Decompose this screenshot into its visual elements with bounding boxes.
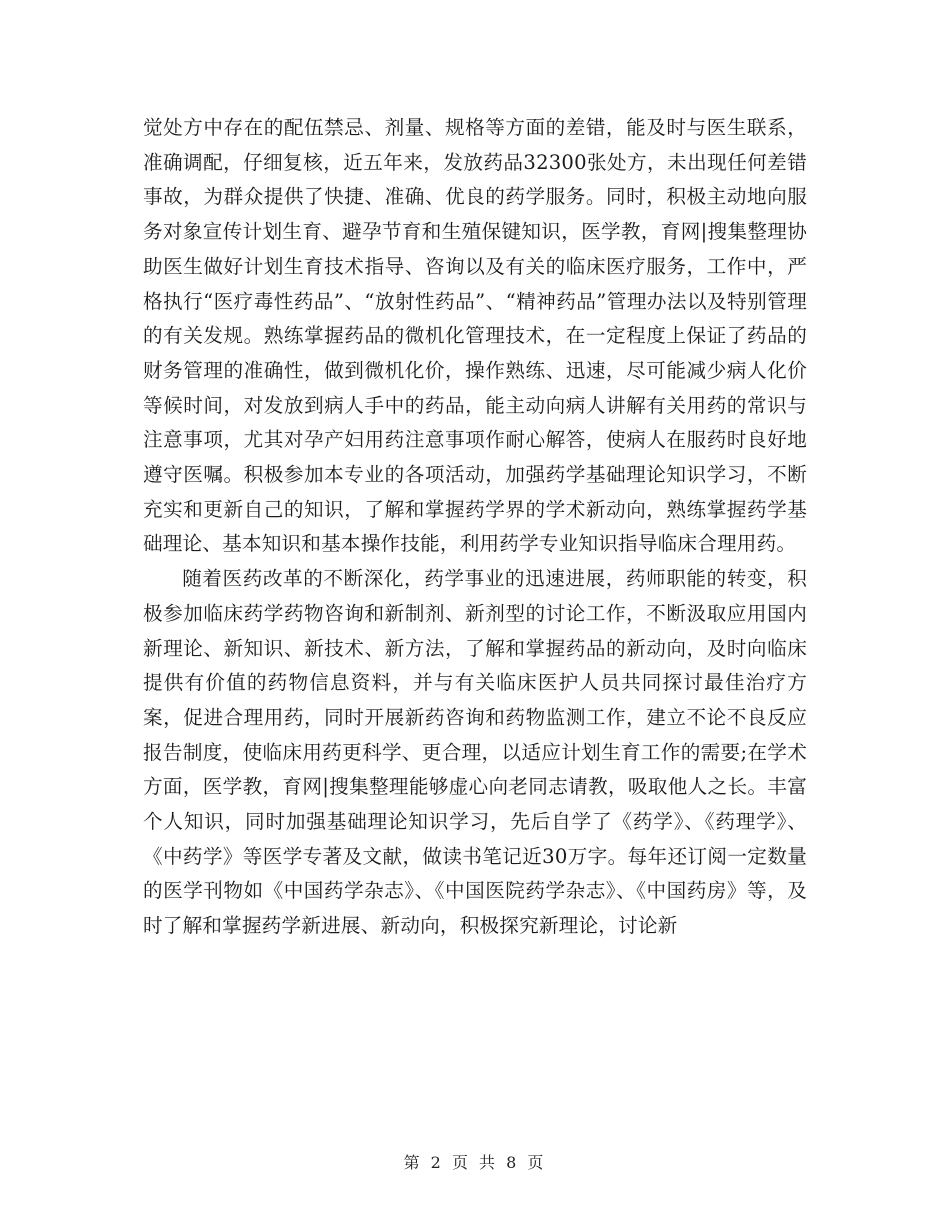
paragraph-2: 随着医药改革的不断深化，药学事业的迅速进展，药师职能的转变，积极参加临床药学药物咨询和新制剂、新剂型的讨论工作，不断汲取应用国内新理论、新知识、新技术、新方法，了解和掌握药品的新动向，及时向临床提供有价值的药物信息资料，并与有关临床医护人员共同探讨最佳治疗方案，促进合理用药，同时开展新药咨询和药物监测工作，建立不论不良反应报告制度，使临床用药更科学、更合理，以适应计划生育工作的需要;在学术方面，医学教，育网|搜集整理能够虚心向老同志请教，吸取他人之长。丰富个人知识，同时加强基础理论知识学习，先后自学了《药学》、《药理学》、《中药学》等医学专著及文献，做读书笔记近30万字。每年还订阅一定数量的医学刊物如《中国药学杂志》、《中国医院药学杂志》、《中国药房》等，及时了解和掌握药学新进展、新动向，积极探究新理论，讨论新	[143, 567, 807, 938]
page-number-footer: 第 2 页 共 8 页	[403, 1153, 547, 1172]
paragraph-1: 觉处方中存在的配伍禁忌、剂量、规格等方面的差错，能及时与医生联系，准确调配，仔细复核，近五年来，发放药品32300张处方，未出现任何差错事故，为群众提供了快捷、准确、优良的药学服务。同时，积极主动地向服务对象宣传计划生育、避孕节育和生殖保键知识，医学教，育网|搜集整理协助医生做好计划生育技术指导、咨询以及有关的临床医疗服务，工作中，严格执行“医疗毒性药品”、“放射性药品”、“精神药品”管理办法以及特别管理的有关发规。熟练掌握药品的微机化管理技术，在一定程度上保证了药品的财务管理的准确性，做到微机化价，操作熟练、迅速，尽可能减少病人化价等候时间，对发放到病人手中的药品，能主动向病人讲解有关用药的常识与注意事项，尤其对孕产妇用药注意事项作耐心解答，使病人在服药时良好地遵守医嘱。积极参加本专业的各项活动，加强药学基础理论知识学习，不断充实和更新自己的知识，了解和掌握药学界的学术新动向，熟练掌握药学基础理论、基本知识和基本操作技能，利用药学专业知识指导临床合理用药。	[143, 116, 807, 556]
document-body	[143, 111, 807, 944]
